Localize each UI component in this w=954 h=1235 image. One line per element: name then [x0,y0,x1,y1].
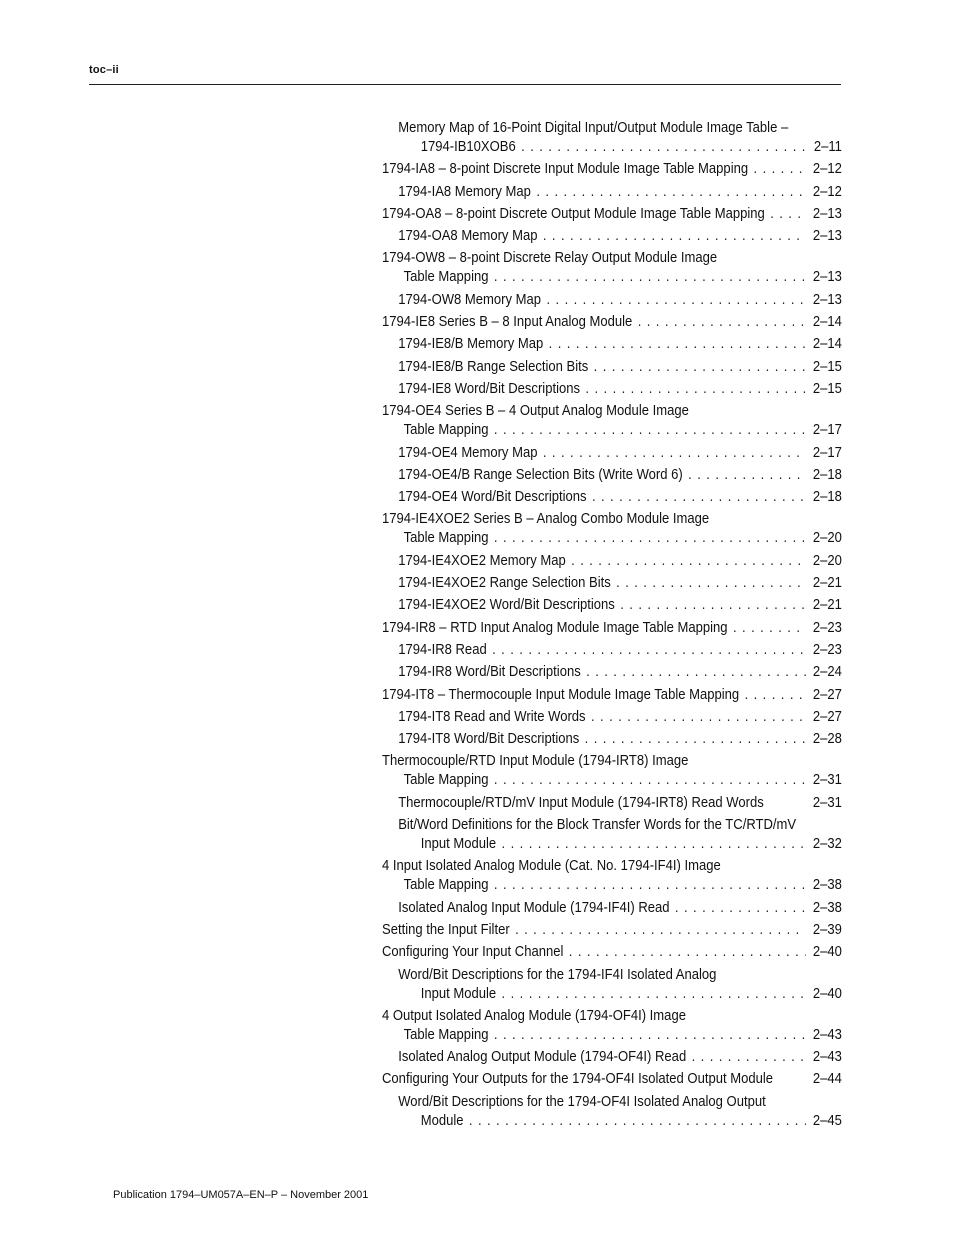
toc-entry-title: Isolated Analog Output Module (1794-OF4I) Read [398,1049,687,1066]
toc-entry-title: 1794-IE8/B Range Selection Bits [398,358,589,375]
toc-entry-line [382,663,842,682]
dot-leader [536,183,806,202]
toc-page-number: 2–39 [812,921,842,938]
toc-entry[interactable] [382,921,842,940]
toc-entry[interactable] [382,488,842,507]
toc-entry[interactable] [382,899,842,918]
dot-leader [675,899,806,918]
toc-entry-line [382,943,842,962]
table-of-contents [382,119,842,1134]
toc-entry[interactable] [382,752,842,790]
toc-entry-title: 1794-OE4 Memory Map [398,444,538,461]
toc-entry-line [382,1070,842,1089]
toc-entry-line [382,921,842,940]
toc-page-number: 2–18 [812,466,842,483]
toc-entry-line [382,794,842,813]
dot-leader [620,596,806,615]
toc-page-number: 2–32 [812,836,842,853]
toc-entry-title: 1794-IE4XOE2 Series B – Analog Combo Module Image [382,511,710,528]
toc-entry[interactable] [382,708,842,727]
toc-entry-line [382,730,842,749]
dot-leader [546,291,805,310]
toc-entry-line [382,529,842,548]
toc-entry-line [382,876,842,895]
toc-entry-title: 1794-IA8 – 8-point Discrete Input Module Image Table Mapping [382,161,749,178]
toc-entry[interactable] [382,313,842,332]
toc-entry-title: 1794-OW8 Memory Map [398,291,542,308]
dot-leader [592,488,806,507]
dot-leader [549,335,806,354]
toc-entry-title: Table Mapping [403,772,489,789]
toc-entry-line [382,380,842,399]
toc-entry-line [382,205,842,224]
toc-entry-title: 1794-IB10XOB6 [420,139,516,155]
toc-entry-line [382,596,842,615]
dot-leader [502,835,806,854]
toc-page-number: 2–27 [812,686,842,703]
toc-entry-title: Configuring Your Input Channel [382,944,564,961]
toc-entry-line [382,160,842,179]
toc-entry-line [382,466,842,485]
toc-entry-line [382,857,842,876]
toc-entry-title: 1794-IR8 Read [398,641,487,658]
toc-entry[interactable] [382,943,842,962]
toc-entry-title: Table Mapping [403,530,489,547]
toc-entry[interactable] [382,596,842,615]
toc-entry-line [382,899,842,918]
dot-leader [733,619,806,638]
toc-entry-line [382,1026,842,1045]
toc-entry-title: 1794-OE4 Word/Bit Descriptions [398,489,587,506]
toc-entry-title: Bit/Word Definitions for the Block Transfer Words for the TC/RTD/mV [398,817,797,834]
toc-entry-line [382,1093,842,1112]
header-rule [89,84,841,85]
toc-entry[interactable] [382,619,842,638]
toc-entry-line [382,291,842,310]
toc-entry-line [382,619,842,638]
dot-leader [494,876,806,895]
toc-entry-title: 4 Input Isolated Analog Module (Cat. No. 1794-IF4I) Image [382,858,721,875]
toc-page-number: 2–38 [812,877,842,894]
toc-entry[interactable] [382,183,842,202]
toc-entry-title: 1794-IT8 Word/Bit Descriptions [398,731,580,748]
toc-entry-line [382,268,842,287]
dot-leader [569,943,806,962]
toc-entry[interactable] [382,510,842,548]
dot-leader [571,552,806,571]
toc-page-number: 2–21 [812,575,842,592]
toc-entry-line [382,552,842,571]
toc-entry-line [382,686,842,705]
dot-leader [521,138,806,157]
toc-entry[interactable] [382,335,842,354]
publication-footer: Publication 1794–UM057A–EN–P – November 2001 [113,1189,369,1201]
toc-entry-title: Table Mapping [403,1026,489,1043]
toc-entry[interactable] [382,249,842,287]
dot-leader [770,205,806,224]
toc-entry[interactable] [382,1093,842,1131]
toc-entry-title: Word/Bit Descriptions for the 1794-IF4I Isolated Analog [398,966,717,983]
toc-entry[interactable] [382,291,842,310]
toc-page-number: 2–13 [812,291,842,308]
toc-entry-title: 1794-IE8/B Memory Map [398,336,544,353]
toc-entry-title: Input Module [420,985,497,1002]
dot-leader [543,444,806,463]
toc-entry-title: 1794-IE4XOE2 Word/Bit Descriptions [398,597,615,614]
toc-entry-title: 1794-OE4 Series B – 4 Output Analog Module Image [382,403,689,420]
dot-leader [586,663,806,682]
toc-entry[interactable] [382,552,842,571]
dot-leader [502,985,806,1004]
toc-page-number: 2–18 [812,489,842,506]
toc-entry[interactable] [382,794,842,813]
toc-entry[interactable] [382,574,842,593]
toc-entry-title: Configuring Your Outputs for the 1794-OF4I Isolated Output Module [382,1071,774,1088]
toc-entry[interactable] [382,358,842,377]
toc-entry-line [382,402,842,421]
toc-entry-title: Setting the Input Filter [382,921,510,938]
toc-entry-line [382,249,842,268]
dot-leader [688,466,806,485]
toc-page-number: 2–45 [812,1112,842,1129]
toc-entry[interactable] [382,380,842,399]
toc-entry-title: 1794-OW8 – 8-point Discrete Relay Output Module Image [382,250,718,267]
toc-page-number: 2–21 [812,597,842,614]
toc-entry-title: Isolated Analog Input Module (1794-IF4I) Read [398,899,670,916]
toc-entry-title: Table Mapping [403,422,489,439]
dot-leader [492,641,806,660]
dot-leader [494,529,806,548]
toc-entry-title: Thermocouple/RTD/mV Input Module (1794-IRT8) Read Words [398,794,764,811]
toc-page-number: 2–43 [812,1049,842,1066]
toc-entry-title: 1794-IE4XOE2 Range Selection Bits [398,575,611,592]
dot-leader [469,1112,806,1131]
dot-leader [543,227,806,246]
toc-entry[interactable] [382,1070,842,1089]
dot-leader [591,708,806,727]
toc-page-number: 2–15 [812,358,842,375]
toc-page-number: 2–20 [812,530,842,547]
toc-page-number: 2–11 [813,139,842,155]
toc-page-number: 2–12 [812,161,842,178]
toc-page-number: 2–12 [812,183,842,200]
toc-entry-title: Thermocouple/RTD Input Module (1794-IRT8) Image [382,753,689,770]
toc-entry-title: 1794-IE8 Word/Bit Descriptions [398,380,581,397]
toc-entry-title: 1794-IR8 Word/Bit Descriptions [398,664,581,681]
toc-entry-line [382,1112,842,1131]
toc-entry-line [382,335,842,354]
toc-entry-line [382,444,842,463]
toc-entry[interactable] [382,402,842,440]
toc-page-number: 2–13 [812,205,842,222]
dot-leader [745,686,806,705]
dot-leader [494,421,806,440]
toc-entry[interactable] [382,663,842,682]
dot-leader [494,268,806,287]
toc-entry-line [382,771,842,790]
toc-entry-title: 1794-OE4/B Range Selection Bits (Write Word 6) [398,466,683,483]
toc-page-number: 2–43 [812,1026,842,1043]
toc-entry-title: 1794-IR8 – RTD Input Analog Module Image Table Mapping [382,619,728,636]
toc-page-number: 2–15 [812,380,842,397]
toc-page-number: 2–40 [812,985,842,1002]
toc-entry-title: 1794-IE8 Series B – 8 Input Analog Module [382,314,633,331]
toc-entry-line [382,1007,842,1026]
toc-page-number: 2–38 [812,899,842,916]
toc-page-number: 2–14 [812,336,842,353]
toc-page-number: 2–17 [812,422,842,439]
toc-page-number: 2–40 [812,944,842,961]
toc-page-number: 2–13 [812,269,842,286]
toc-page-number: 2–31 [812,772,842,789]
toc-page-number: 2–14 [812,314,842,331]
toc-entry-title: 1794-OA8 – 8-point Discrete Output Module Image Table Mapping [382,205,765,222]
toc-entry-line [382,510,842,529]
toc-entry-line [382,835,842,854]
toc-entry-line [382,358,842,377]
toc-entry-title: Module [420,1112,464,1129]
toc-entry[interactable] [382,466,842,485]
toc-entry[interactable] [382,160,842,179]
toc-entry-title: Table Mapping [403,877,489,894]
toc-entry[interactable] [382,1048,842,1067]
dot-leader [638,313,806,332]
toc-entry-line [382,119,842,138]
toc-page-number: 2–28 [812,731,842,748]
toc-entry-line [382,816,842,835]
dot-leader [585,730,806,749]
toc-entry[interactable] [382,966,842,1004]
toc-entry-line [382,488,842,507]
toc-page-number: 2–24 [812,664,842,681]
toc-entry-title: Table Mapping [403,269,489,286]
toc-entry-line [382,966,842,985]
toc-entry[interactable] [382,227,842,246]
toc-entry-line [382,313,842,332]
toc-page-number: 2–17 [812,444,842,461]
dot-leader [585,380,805,399]
toc-entry-line [382,227,842,246]
toc-entry-line [382,138,842,157]
toc-page-number: 2–23 [812,641,842,658]
dot-leader [692,1048,806,1067]
dot-leader [754,160,806,179]
toc-entry[interactable] [382,1007,842,1045]
toc-entry[interactable] [382,205,842,224]
toc-entry-title: 4 Output Isolated Analog Module (1794-OF4I) Image [382,1007,686,1024]
toc-entry-title: 1794-IA8 Memory Map [398,183,531,200]
toc-page-number: 2–13 [812,228,842,245]
toc-entry-line [382,421,842,440]
toc-entry[interactable] [382,686,842,705]
toc-entry-line [382,183,842,202]
toc-entry-title: Word/Bit Descriptions for the 1794-OF4I Isolated Analog Output [398,1093,766,1110]
toc-entry[interactable] [382,444,842,463]
toc-page-number: 2–31 [812,794,842,811]
toc-entry-title: Memory Map of 16-Point Digital Input/Output Module Image Table – [398,120,789,136]
toc-entry[interactable] [382,119,842,157]
toc-page-number: 2–27 [812,708,842,725]
dot-leader [515,921,806,940]
toc-page-number: 2–44 [812,1071,842,1088]
dot-leader [616,574,806,593]
toc-entry-line [382,574,842,593]
toc-entry[interactable] [382,641,842,660]
toc-entry-title: 1794-IT8 – Thermocouple Input Module Image Table Mapping [382,686,740,703]
toc-entry-title: Input Module [420,836,497,853]
toc-entry-line [382,1048,842,1067]
toc-page-number: 2–23 [812,619,842,636]
toc-entry-line [382,752,842,771]
toc-entry[interactable] [382,730,842,749]
dot-leader [594,358,806,377]
toc-entry-line [382,985,842,1004]
toc-entry[interactable] [382,857,842,895]
toc-page-number: 2–20 [812,552,842,569]
toc-entry-title: 1794-IE4XOE2 Memory Map [398,552,566,569]
toc-entry-line [382,641,842,660]
toc-entry-title: 1794-IT8 Read and Write Words [398,708,586,725]
running-head: toc–ii [89,64,119,76]
toc-entry-line [382,708,842,727]
dot-leader [494,1026,806,1045]
toc-entry[interactable] [382,816,842,854]
toc-entry-title: 1794-OA8 Memory Map [398,228,538,245]
dot-leader [494,771,806,790]
